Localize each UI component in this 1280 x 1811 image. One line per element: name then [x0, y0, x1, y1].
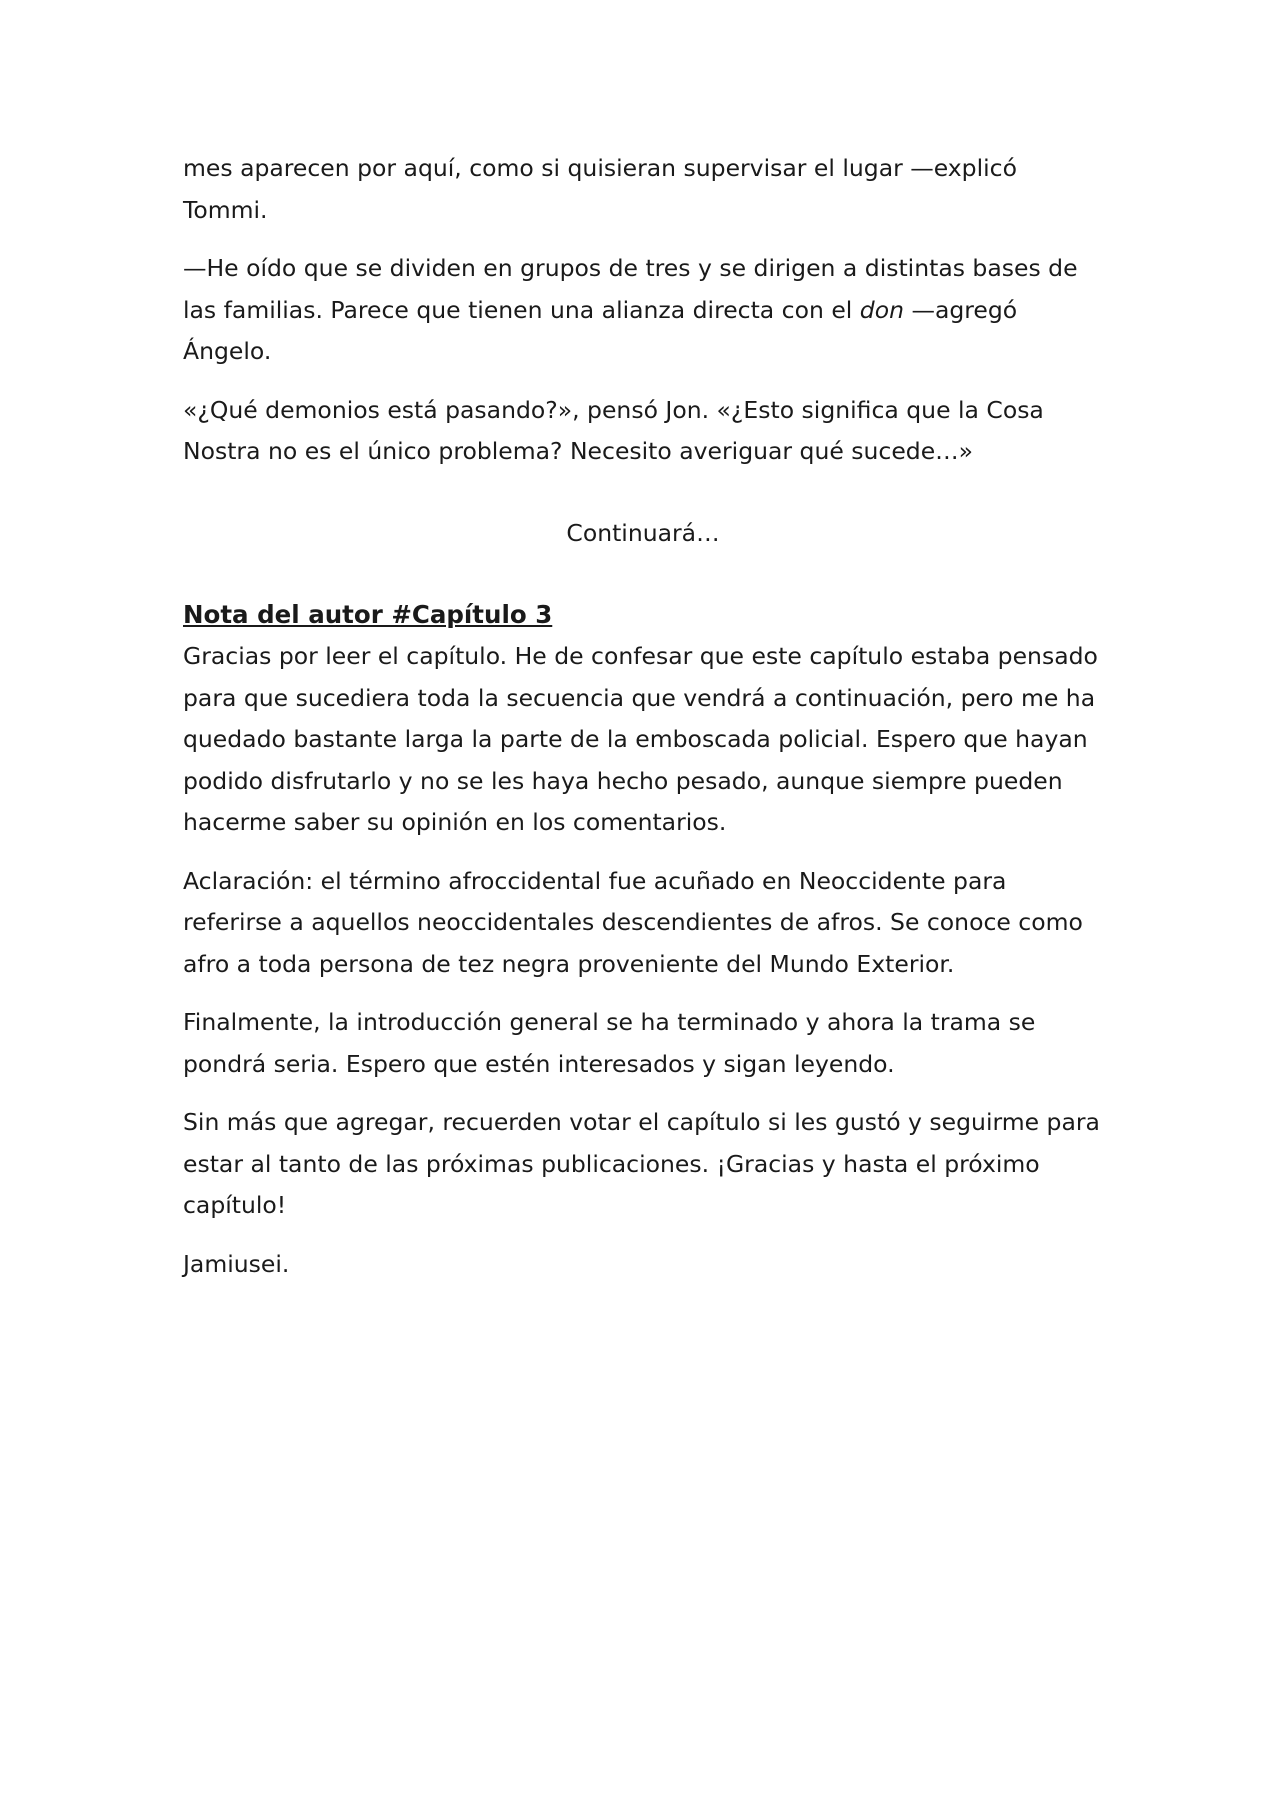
story-paragraph-2-text-a: —He oído que se dividen en grupos de tres y se dirigen a distintas bases de las familias. Parece que tienen una alianza directa con el: [183, 254, 1078, 324]
italic-word-don: don: [859, 295, 904, 324]
author-note-paragraph-2: Aclaración: el término afroccidental fue acuñado en Neoccidente para referirse a aquellos neoccidentales descendientes de afros. Se conoce como afro a toda persona de tez negra proveniente del Mundo Exterior.: [183, 866, 1083, 978]
story-paragraph-2: [183, 248, 1103, 373]
story-paragraph-3: «¿Qué demonios está pasando?», pensó Jon. «¿Esto significa que la Cosa Nostra no es el único problema? Necesito averiguar qué sucede…»: [183, 395, 1044, 465]
author-note-paragraph-4: Sin más que agregar, recuerden votar el capítulo si les gustó y seguirme para estar al tanto de las próximas publicaciones. ¡Gracias y hasta el próximo capítulo!: [183, 1108, 1100, 1219]
author-note-paragraph-3: Finalmente, la introducción general se ha terminado y ahora la trama se pondrá seria. Espero que estén interesados y sigan leyendo.: [183, 1008, 1036, 1078]
author-note-heading: Nota del autor #Capítulo 3: [183, 600, 553, 629]
story-paragraph-2-text-b: —agregó Ángelo.: [183, 295, 1018, 365]
to-be-continued: Continuará…: [566, 518, 720, 547]
document-page: [183, 148, 1103, 1302]
author-note-paragraph-1: Gracias por leer el capítulo. He de confesar que este capítulo estaba pensado para que sucediera toda la secuencia que vendrá a continuación, pero me ha quedado bastante larga la parte de la emboscada policial. Espero que hayan podido disfrutarlo y no se les haya hecho pesado, aunque siempre pueden hacerme saber su opinión en los comentarios.: [183, 642, 1098, 836]
author-signature: Jamiusei.: [183, 1249, 290, 1278]
story-paragraph-1: mes aparecen por aquí, como si quisieran supervisar el lugar —explicó Tommi.: [183, 154, 1017, 224]
